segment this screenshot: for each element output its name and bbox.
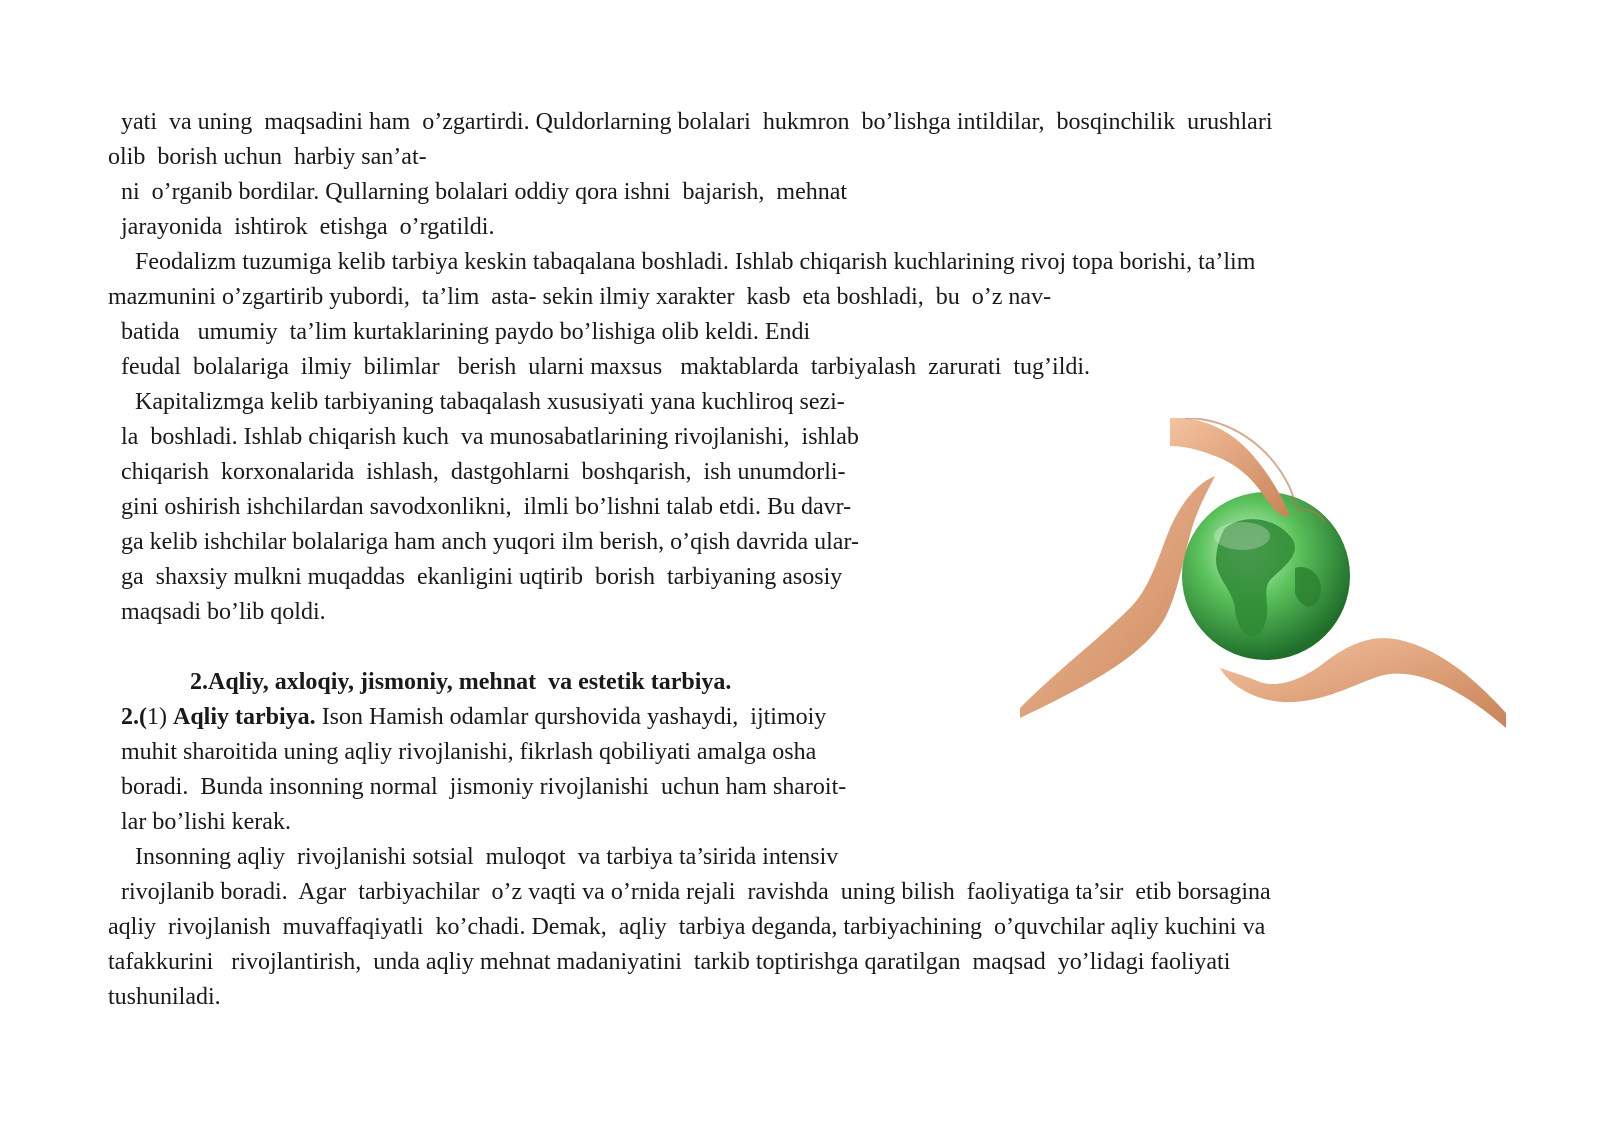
text-line: muhit sharoitida uning aqliy rivojlanishi, fikrlash qobiliyati amalga osha: [121, 739, 817, 765]
text-line: Feodalizm tuzumiga kelib tarbiya keskin tabaqalana boshladi. Ishlab chiqarish kuchlarining rivoj topa borishi, ta’lim: [135, 249, 1256, 275]
subsection-title: Aqliy tarbiya.: [173, 704, 316, 730]
text-line: aqliy rivojlanish muvaffaqiyatli ko’chadi. Demak, aqliy tarbiya deganda, tarbiyachining o’quvchilar aqliy kuchini va: [108, 914, 1266, 940]
subsection-number: 1): [147, 704, 173, 730]
hands-around-globe-icon: [1020, 418, 1506, 744]
text-line: rivojlanib boradi. Agar tarbiyachilar o’z vaqti va o’rnida rejali ravishda uning bilish faoliyatiga ta’sir etib borsagina: [121, 879, 1271, 905]
text-line: ni o’rganib bordilar. Qullarning bolalari oddiy qora ishni bajarish, mehnat: [121, 179, 848, 205]
subsection-first-line: [121, 702, 826, 732]
text-line: olib borish uchun harbiy san’at-: [108, 144, 427, 170]
text-line: ga kelib ishchilar bolalariga ham anch yuqori ilm berish, o’qish davrida ular-: [121, 529, 859, 555]
subsection-text: Ison Hamish odamlar qurshovida yashaydi, ijtimoiy: [315, 704, 827, 730]
text-line: mazmunini o’zgartirib yubordi, ta’lim asta- sekin ilmiy xarakter kasb eta boshladi, bu o’z nav-: [108, 284, 1052, 310]
text-line: la boshladi. Ishlab chiqarish kuch va munosabatlarining rivojlanishi, ishlab: [121, 424, 859, 450]
text-line: boradi. Bunda insonning normal jismoniy rivojlanishi uchun ham sharoit-: [121, 774, 847, 800]
text-line: tushuniladi.: [108, 984, 221, 1010]
text-line: tafakkurini rivojlantirish, unda aqliy mehnat madaniyatini tarkib toptirishga qaratilgan maqsad yo’lidagi faoliyati: [108, 949, 1231, 975]
text-line: gini oshirish ishchilardan savodxonlikni, ilmli bo’lishni talab etdi. Bu davr-: [121, 494, 852, 520]
text-line: Kapitalizmga kelib tarbiyaning tabaqalash xususiyati yana kuchliroq sezi-: [135, 389, 845, 415]
text-line: feudal bolalariga ilmiy bilimlar berish ularni maxsus maktablarda tarbiyalash zarurati tug’ildi.: [121, 354, 1091, 380]
text-line: jarayonida ishtirok etishga o’rgatildi.: [121, 214, 495, 240]
text-line: batida umumiy ta’lim kurtaklarining paydo bo’lishiga olib keldi. Endi: [121, 319, 811, 345]
section-heading: 2.Aqliy, axloqiy, jismoniy, mehnat va estetik tarbiya.: [190, 669, 732, 695]
hands-globe-illustration: [1020, 418, 1506, 744]
text-line: Insonning aqliy rivojlanishi sotsial muloqot va tarbiya ta’sirida intensiv: [135, 844, 839, 870]
text-line: yati va uning maqsadini ham o’zgartirdi. Quldorlarning bolalari hukmron bo’lishga intildilar, bosqinchilik urushlari: [121, 109, 1273, 135]
subsection-number-bold: 2.(: [121, 704, 147, 730]
text-line: maqsadi bo’lib qoldi.: [121, 599, 326, 625]
text-line: chiqarish korxonalarida ishlash, dastgohlarni boshqarish, ish unumdorli-: [121, 459, 846, 485]
text-line: lar bo’lishi kerak.: [121, 809, 291, 835]
text-line: ga shaxsiy mulkni muqaddas ekanligini uqtirib borish tarbiyaning asosiy: [121, 564, 843, 590]
